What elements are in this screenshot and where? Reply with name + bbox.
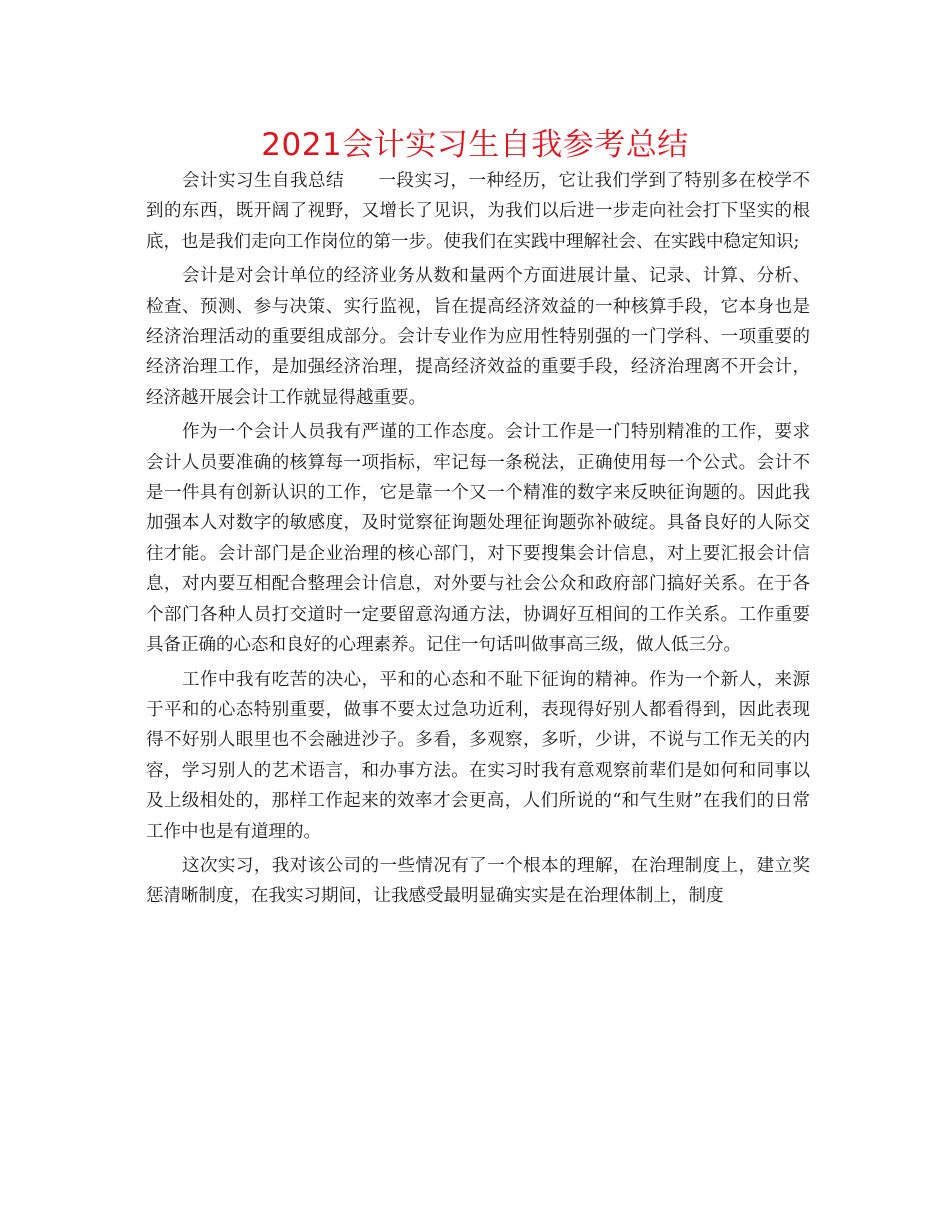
paragraph-1: [146, 166, 810, 257]
paragraph-lead: 会计实习生自我总结: [182, 171, 344, 191]
paragraph-2: 会计是对会计单位的经济业务从数和量两个方面进展计量、记录、计算、分析、检查、预测、参与决策、实行监视，旨在提高经济效益的一种核算手段，它本身也是经济治理活动的重要组成部分。会计专业作为应用性特别强的一门学科、一项重要的经济治理工作，是加强经济治理，提高经济效益的重要手段，经济治理离不开会计，经济越开展会计工作就显得越重要。: [146, 266, 810, 408]
paragraph-text: 一段实习，一种经历，它让我们学到了特别多在校学不到的东西，既开阔了视野，又增长了见识，为我们以后进一步走向社会打下坚实的根底，也是我们走向工作岗位的第一步。使我们在实践中理解社会、在实践中稳定知识;: [146, 171, 810, 252]
paragraph-5: 这次实习，我对该公司的一些情况有了一个根本的理解，在治理制度上，建立奖惩清晰制度，在我实习期间，让我感受最明显确实实是在治理体制上，制度: [146, 855, 810, 907]
paragraph-3: 作为一个会计人员我有严谨的工作态度。会计工作是一门特别精准的工作，要求会计人员要准确的核算每一项指标，牢记每一条税法，正确使用每一个公式。会计不是一件具有创新认识的工作，它是靠一个又一个精准的数字来反映征询题的。因此我加强本人对数字的敏感度，及时觉察征询题处理征询题弥补破绽。具备良好的人际交往才能。会计部门是企业治理的核心部门，对下要搜集会计信息，对上要汇报会计信息，对内要互相配合整理会计信息，对外要与社会公众和政府部门搞好关系。在于各个部门各种人员打交道时一定要留意沟通方法，协调好互相间的工作关系。工作重要具备正确的心态和良好的心理素养。记住一句话叫做事高三级，做人低三分。: [146, 422, 810, 656]
document-body: [146, 166, 810, 912]
paragraph-4: 工作中我有吃苦的决心，平和的心态和不耻下征询的精神。作为一个新人，来源于平和的心态特别重要，做事不要太过急功近利，表现得好别人都看得到，因此表现得不好别人眼里也不会融进沙子。多看，多观察，多听，少讲，不说与工作无关的内容，学习别人的艺术语言，和办事方法。在实习时我有意观察前辈们是如何和同事以及上级相处的，那样工作起来的效率才会更高，人们所说的“和气生财”在我们的日常工作中也是有道理的。: [146, 669, 810, 842]
document-title: 2021会计实习生自我参考总结: [261, 127, 689, 163]
